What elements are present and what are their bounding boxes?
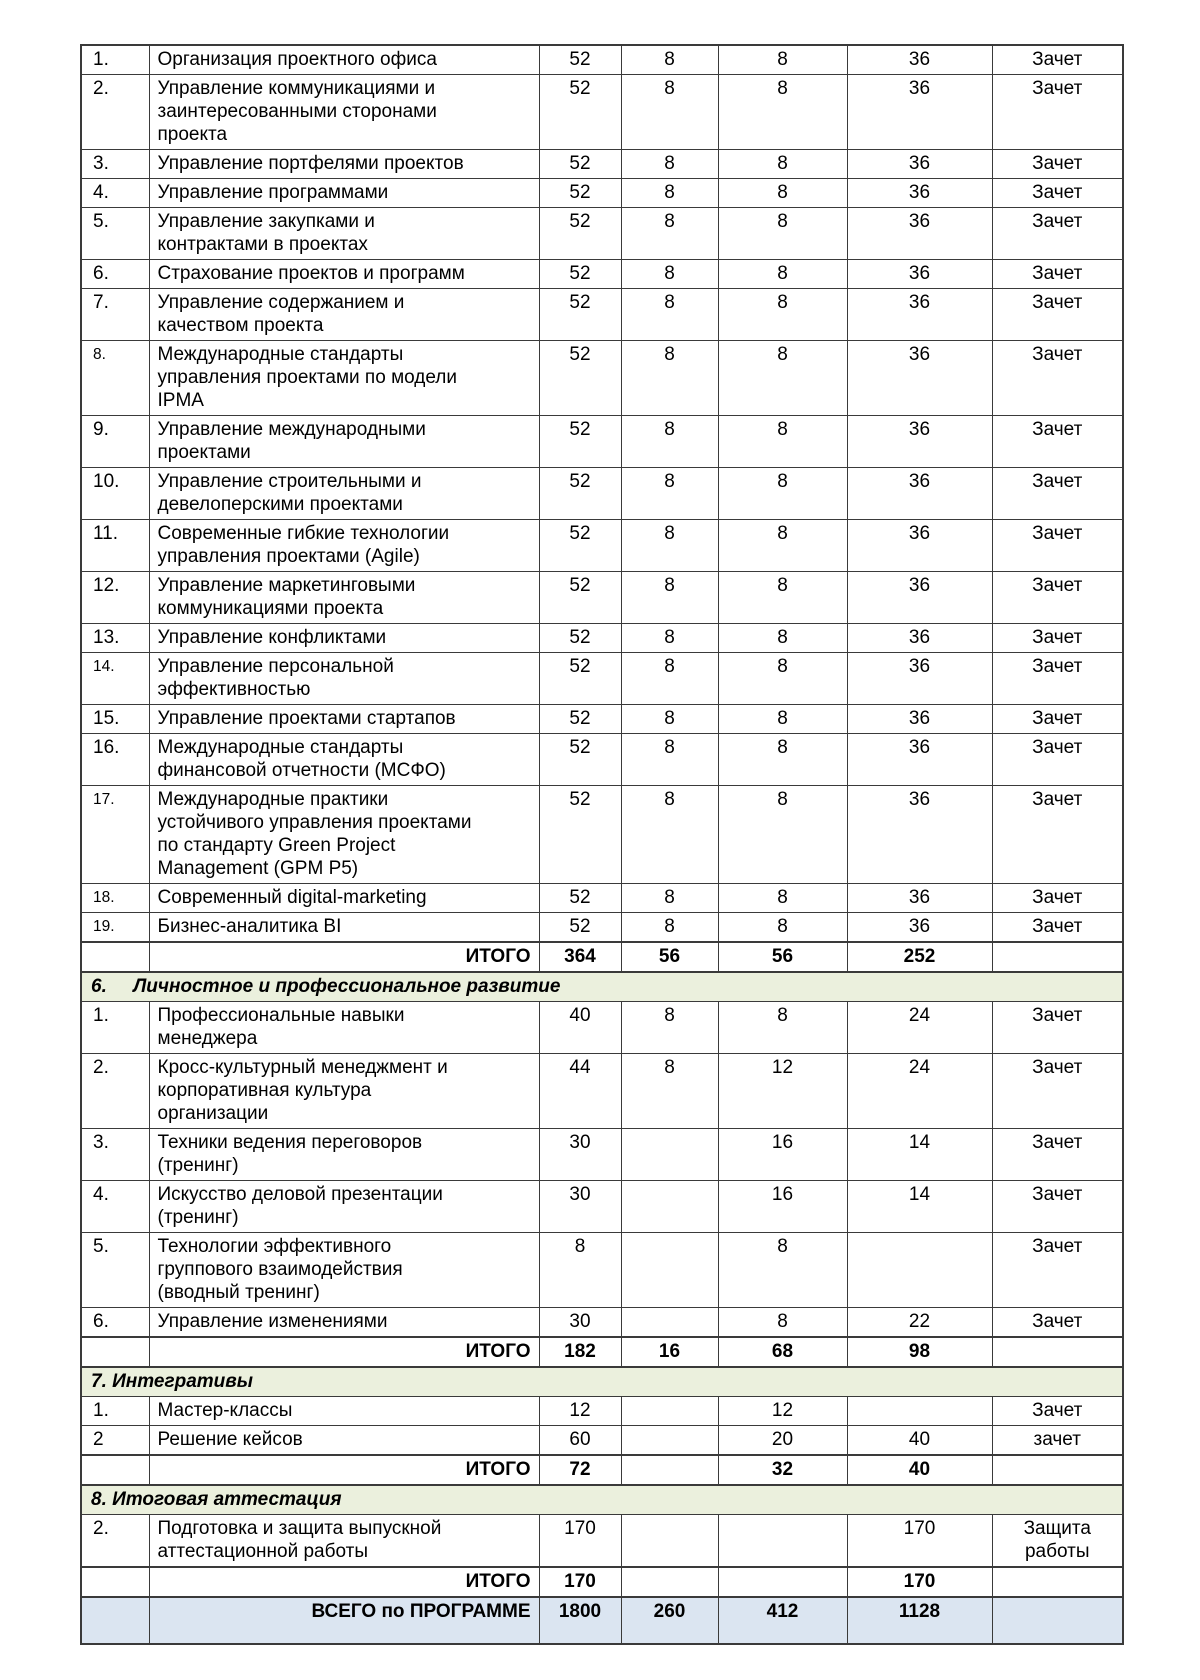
assessment-cell: Зачет xyxy=(992,468,1123,520)
total-hours-cell: 52 xyxy=(539,208,621,260)
course-name-cell: Технологии эффективного группового взаимодействия (вводный тренинг) xyxy=(149,1233,539,1308)
table-row xyxy=(81,734,1123,786)
table-row xyxy=(81,884,1123,913)
practice-cell: 8 xyxy=(718,705,847,734)
practice-cell: 8 xyxy=(718,913,847,943)
assessment-cell: Зачет xyxy=(992,653,1123,705)
course-name-cell: Управление изменениями xyxy=(149,1308,539,1338)
practice-cell: 16 xyxy=(718,1181,847,1233)
course-name-cell: Управление программами xyxy=(149,179,539,208)
totals-label-cell: ИТОГО xyxy=(149,1567,539,1597)
lectures-cell xyxy=(621,1455,718,1485)
row-number-cell xyxy=(81,1567,149,1597)
assessment-cell: Зачет xyxy=(992,289,1123,341)
total-hours-cell: 52 xyxy=(539,416,621,468)
row-number-cell xyxy=(81,1597,149,1644)
totals-label-cell: ИТОГО xyxy=(149,1337,539,1367)
table-row xyxy=(81,341,1123,416)
course-name-cell: Мастер-классы xyxy=(149,1397,539,1426)
table-row xyxy=(81,150,1123,179)
practice-cell: 12 xyxy=(718,1054,847,1129)
course-name-cell: Подготовка и защита выпускной аттестационной работы xyxy=(149,1515,539,1568)
totals-row xyxy=(81,1455,1123,1485)
total-hours-cell: 52 xyxy=(539,260,621,289)
total-hours-cell: 52 xyxy=(539,624,621,653)
row-number-cell: 18. xyxy=(81,884,149,913)
assessment-cell: Защита работы xyxy=(992,1515,1123,1568)
total-hours-cell: 52 xyxy=(539,884,621,913)
self-study-cell: 36 xyxy=(847,341,992,416)
table-row xyxy=(81,208,1123,260)
total-hours-cell: 182 xyxy=(539,1337,621,1367)
lectures-cell: 8 xyxy=(621,150,718,179)
self-study-cell: 40 xyxy=(847,1455,992,1485)
section-header-row xyxy=(81,1485,1123,1515)
assessment-cell: Зачет xyxy=(992,416,1123,468)
course-name-cell: Техники ведения переговоров (тренинг) xyxy=(149,1129,539,1181)
course-name-cell: Современные гибкие технологии управления проектами (Agile) xyxy=(149,520,539,572)
practice-cell: 8 xyxy=(718,1002,847,1054)
self-study-cell: 252 xyxy=(847,942,992,972)
lectures-cell: 8 xyxy=(621,208,718,260)
assessment-cell: Зачет xyxy=(992,520,1123,572)
row-number-cell: 2. xyxy=(81,1054,149,1129)
total-hours-cell: 72 xyxy=(539,1455,621,1485)
row-number-cell: 14. xyxy=(81,653,149,705)
practice-cell: 8 xyxy=(718,653,847,705)
practice-cell: 8 xyxy=(718,75,847,150)
lectures-cell: 8 xyxy=(621,1002,718,1054)
practice-cell: 8 xyxy=(718,150,847,179)
course-name-cell: Управление коммуникациями и заинтересованными сторонами проекта xyxy=(149,75,539,150)
self-study-cell: 24 xyxy=(847,1054,992,1129)
self-study-cell: 36 xyxy=(847,572,992,624)
lectures-cell xyxy=(621,1515,718,1568)
row-number-cell: 17. xyxy=(81,786,149,884)
assessment-cell: зачет xyxy=(992,1426,1123,1456)
grand-total-row xyxy=(81,1597,1123,1644)
course-name-cell: Управление маркетинговыми коммуникациями проекта xyxy=(149,572,539,624)
assessment-cell: Зачет xyxy=(992,179,1123,208)
practice-cell: 8 xyxy=(718,734,847,786)
table-row xyxy=(81,45,1123,75)
table-row xyxy=(81,624,1123,653)
totals-row xyxy=(81,1567,1123,1597)
table-row xyxy=(81,913,1123,943)
section-header-title: 7. Интегративы xyxy=(81,1367,1123,1397)
row-number-cell: 8. xyxy=(81,341,149,416)
self-study-cell: 36 xyxy=(847,289,992,341)
row-number-cell: 15. xyxy=(81,705,149,734)
row-number-cell: 5. xyxy=(81,1233,149,1308)
assessment-cell: Зачет xyxy=(992,1308,1123,1338)
assessment-cell: Зачет xyxy=(992,1054,1123,1129)
table-row xyxy=(81,1129,1123,1181)
row-number-cell: 4. xyxy=(81,1181,149,1233)
lectures-cell: 8 xyxy=(621,260,718,289)
self-study-cell: 36 xyxy=(847,624,992,653)
self-study-cell: 36 xyxy=(847,520,992,572)
lectures-cell: 8 xyxy=(621,653,718,705)
total-hours-cell: 8 xyxy=(539,1233,621,1308)
assessment-cell: Зачет xyxy=(992,1233,1123,1308)
total-hours-cell: 30 xyxy=(539,1181,621,1233)
total-hours-cell: 364 xyxy=(539,942,621,972)
total-hours-cell: 52 xyxy=(539,341,621,416)
total-hours-cell: 30 xyxy=(539,1308,621,1338)
lectures-cell: 8 xyxy=(621,341,718,416)
lectures-cell xyxy=(621,1181,718,1233)
total-hours-cell: 52 xyxy=(539,653,621,705)
row-number-cell: 2. xyxy=(81,1515,149,1568)
table-row xyxy=(81,786,1123,884)
lectures-cell: 8 xyxy=(621,884,718,913)
lectures-cell: 8 xyxy=(621,45,718,75)
row-number-cell: 6. xyxy=(81,1308,149,1338)
practice-cell: 8 xyxy=(718,572,847,624)
total-hours-cell: 30 xyxy=(539,1129,621,1181)
lectures-cell xyxy=(621,1308,718,1338)
row-number-cell xyxy=(81,1337,149,1367)
practice-cell: 8 xyxy=(718,1308,847,1338)
section-header-title: 6. Личностное и профессиональное развитие xyxy=(81,972,1123,1002)
total-hours-cell: 44 xyxy=(539,1054,621,1129)
practice-cell: 8 xyxy=(718,260,847,289)
self-study-cell: 36 xyxy=(847,653,992,705)
course-name-cell: Управление закупками и контрактами в проектах xyxy=(149,208,539,260)
practice-cell: 8 xyxy=(718,624,847,653)
self-study-cell xyxy=(847,1233,992,1308)
practice-cell: 56 xyxy=(718,942,847,972)
totals-row xyxy=(81,942,1123,972)
section-header-title: 8. Итоговая аттестация xyxy=(81,1485,1123,1515)
self-study-cell: 1128 xyxy=(847,1597,992,1644)
course-name-cell: Страхование проектов и программ xyxy=(149,260,539,289)
row-number-cell: 2. xyxy=(81,75,149,150)
practice-cell: 32 xyxy=(718,1455,847,1485)
total-hours-cell: 52 xyxy=(539,150,621,179)
practice-cell: 20 xyxy=(718,1426,847,1456)
course-name-cell: Искусство деловой презентации (тренинг) xyxy=(149,1181,539,1233)
table-row xyxy=(81,260,1123,289)
lectures-cell: 8 xyxy=(621,75,718,150)
table-row xyxy=(81,520,1123,572)
assessment-cell: Зачет xyxy=(992,45,1123,75)
curriculum-table xyxy=(80,44,1124,1645)
total-hours-cell: 52 xyxy=(539,75,621,150)
row-number-cell: 12. xyxy=(81,572,149,624)
totals-label-cell: ИТОГО xyxy=(149,1455,539,1485)
total-hours-cell: 52 xyxy=(539,520,621,572)
table-row xyxy=(81,1054,1123,1129)
assessment-cell: Зачет xyxy=(992,341,1123,416)
assessment-cell: Зачет xyxy=(992,1181,1123,1233)
self-study-cell: 36 xyxy=(847,734,992,786)
row-number-cell: 1. xyxy=(81,1002,149,1054)
total-hours-cell: 12 xyxy=(539,1397,621,1426)
total-hours-cell: 60 xyxy=(539,1426,621,1456)
total-hours-cell: 52 xyxy=(539,179,621,208)
practice-cell: 8 xyxy=(718,208,847,260)
practice-cell: 8 xyxy=(718,1233,847,1308)
course-name-cell: Управление строительными и девелоперскими проектами xyxy=(149,468,539,520)
self-study-cell: 36 xyxy=(847,260,992,289)
course-name-cell: Кросс-культурный менеджмент и корпоративная культура организации xyxy=(149,1054,539,1129)
row-number-cell: 5. xyxy=(81,208,149,260)
assessment-cell: Зачет xyxy=(992,913,1123,943)
table-row xyxy=(81,289,1123,341)
curriculum-table-body xyxy=(81,45,1123,1644)
course-name-cell: Организация проектного офиса xyxy=(149,45,539,75)
practice-cell: 412 xyxy=(718,1597,847,1644)
self-study-cell: 98 xyxy=(847,1337,992,1367)
lectures-cell: 8 xyxy=(621,734,718,786)
lectures-cell: 8 xyxy=(621,624,718,653)
course-name-cell: Международные стандарты финансовой отчетности (МСФО) xyxy=(149,734,539,786)
course-name-cell: Международные стандарты управления проектами по модели IPMA xyxy=(149,341,539,416)
lectures-cell: 8 xyxy=(621,913,718,943)
self-study-cell: 14 xyxy=(847,1129,992,1181)
table-row xyxy=(81,1181,1123,1233)
course-name-cell: Управление проектами стартапов xyxy=(149,705,539,734)
lectures-cell: 8 xyxy=(621,1054,718,1129)
practice-cell: 8 xyxy=(718,468,847,520)
practice-cell: 12 xyxy=(718,1397,847,1426)
assessment-cell: Зачет xyxy=(992,624,1123,653)
assessment-cell: Зачет xyxy=(992,1397,1123,1426)
table-row xyxy=(81,1515,1123,1568)
row-number-cell xyxy=(81,1455,149,1485)
table-row xyxy=(81,572,1123,624)
course-name-cell: Управление портфелями проектов xyxy=(149,150,539,179)
self-study-cell: 36 xyxy=(847,150,992,179)
self-study-cell: 40 xyxy=(847,1426,992,1456)
totals-row xyxy=(81,1337,1123,1367)
assessment-cell: Зачет xyxy=(992,1002,1123,1054)
lectures-cell: 260 xyxy=(621,1597,718,1644)
assessment-cell: Зачет xyxy=(992,150,1123,179)
course-name-cell: Управление персональной эффективностью xyxy=(149,653,539,705)
self-study-cell: 36 xyxy=(847,179,992,208)
assessment-cell: Зачет xyxy=(992,260,1123,289)
row-number-cell: 13. xyxy=(81,624,149,653)
assessment-cell: Зачет xyxy=(992,734,1123,786)
assessment-cell: Зачет xyxy=(992,705,1123,734)
table-row xyxy=(81,416,1123,468)
total-hours-cell: 52 xyxy=(539,289,621,341)
row-number-cell: 10. xyxy=(81,468,149,520)
lectures-cell: 8 xyxy=(621,416,718,468)
row-number-cell: 9. xyxy=(81,416,149,468)
assessment-cell: Зачет xyxy=(992,884,1123,913)
self-study-cell: 36 xyxy=(847,786,992,884)
lectures-cell: 16 xyxy=(621,1337,718,1367)
course-name-cell: Профессиональные навыки менеджера xyxy=(149,1002,539,1054)
table-row xyxy=(81,1308,1123,1338)
practice-cell xyxy=(718,1567,847,1597)
table-row xyxy=(81,1002,1123,1054)
self-study-cell: 36 xyxy=(847,75,992,150)
practice-cell: 8 xyxy=(718,786,847,884)
assessment-cell: Зачет xyxy=(992,572,1123,624)
self-study-cell: 36 xyxy=(847,416,992,468)
table-row xyxy=(81,1397,1123,1426)
practice-cell: 68 xyxy=(718,1337,847,1367)
lectures-cell: 8 xyxy=(621,520,718,572)
assessment-cell: Зачет xyxy=(992,208,1123,260)
lectures-cell: 8 xyxy=(621,786,718,884)
course-name-cell: Решение кейсов xyxy=(149,1426,539,1456)
row-number-cell: 4. xyxy=(81,179,149,208)
row-number-cell xyxy=(81,942,149,972)
total-hours-cell: 170 xyxy=(539,1515,621,1568)
self-study-cell xyxy=(847,1397,992,1426)
row-number-cell: 6. xyxy=(81,260,149,289)
row-number-cell: 7. xyxy=(81,289,149,341)
total-hours-cell: 40 xyxy=(539,1002,621,1054)
total-hours-cell: 52 xyxy=(539,468,621,520)
self-study-cell: 170 xyxy=(847,1567,992,1597)
self-study-cell: 36 xyxy=(847,208,992,260)
self-study-cell: 14 xyxy=(847,1181,992,1233)
total-hours-cell: 52 xyxy=(539,572,621,624)
self-study-cell: 36 xyxy=(847,913,992,943)
self-study-cell: 36 xyxy=(847,468,992,520)
lectures-cell xyxy=(621,1233,718,1308)
practice-cell: 8 xyxy=(718,416,847,468)
assessment-cell xyxy=(992,1337,1123,1367)
row-number-cell: 19. xyxy=(81,913,149,943)
table-row xyxy=(81,1426,1123,1456)
assessment-cell: Зачет xyxy=(992,1129,1123,1181)
lectures-cell: 8 xyxy=(621,289,718,341)
table-row xyxy=(81,75,1123,150)
self-study-cell: 22 xyxy=(847,1308,992,1338)
practice-cell: 8 xyxy=(718,884,847,913)
assessment-cell: Зачет xyxy=(992,786,1123,884)
course-name-cell: Бизнес-аналитика BI xyxy=(149,913,539,943)
assessment-cell xyxy=(992,1597,1123,1644)
row-number-cell: 11. xyxy=(81,520,149,572)
lectures-cell: 56 xyxy=(621,942,718,972)
row-number-cell: 2 xyxy=(81,1426,149,1456)
total-hours-cell: 52 xyxy=(539,705,621,734)
table-row xyxy=(81,653,1123,705)
practice-cell xyxy=(718,1515,847,1568)
practice-cell: 8 xyxy=(718,179,847,208)
practice-cell: 8 xyxy=(718,341,847,416)
total-hours-cell: 1800 xyxy=(539,1597,621,1644)
section-header-row xyxy=(81,1367,1123,1397)
row-number-cell: 16. xyxy=(81,734,149,786)
total-hours-cell: 52 xyxy=(539,913,621,943)
total-hours-cell: 52 xyxy=(539,45,621,75)
course-name-cell: Управление содержанием и качеством проекта xyxy=(149,289,539,341)
row-number-cell: 3. xyxy=(81,150,149,179)
assessment-cell xyxy=(992,1567,1123,1597)
self-study-cell: 24 xyxy=(847,1002,992,1054)
table-row xyxy=(81,1233,1123,1308)
course-name-cell: Современный digital-marketing xyxy=(149,884,539,913)
row-number-cell: 1. xyxy=(81,45,149,75)
practice-cell: 8 xyxy=(718,520,847,572)
lectures-cell: 8 xyxy=(621,179,718,208)
table-row xyxy=(81,705,1123,734)
total-hours-cell: 52 xyxy=(539,786,621,884)
table-row xyxy=(81,468,1123,520)
self-study-cell: 36 xyxy=(847,45,992,75)
practice-cell: 16 xyxy=(718,1129,847,1181)
lectures-cell xyxy=(621,1426,718,1456)
totals-label-cell: ИТОГО xyxy=(149,942,539,972)
course-name-cell: Управление международными проектами xyxy=(149,416,539,468)
lectures-cell: 8 xyxy=(621,572,718,624)
assessment-cell xyxy=(992,942,1123,972)
lectures-cell: 8 xyxy=(621,705,718,734)
section-header-row xyxy=(81,972,1123,1002)
lectures-cell xyxy=(621,1567,718,1597)
practice-cell: 8 xyxy=(718,45,847,75)
total-hours-cell: 170 xyxy=(539,1567,621,1597)
course-name-cell: Управление конфликтами xyxy=(149,624,539,653)
lectures-cell: 8 xyxy=(621,468,718,520)
row-number-cell: 1. xyxy=(81,1397,149,1426)
self-study-cell: 170 xyxy=(847,1515,992,1568)
row-number-cell: 3. xyxy=(81,1129,149,1181)
table-row xyxy=(81,179,1123,208)
practice-cell: 8 xyxy=(718,289,847,341)
assessment-cell xyxy=(992,1455,1123,1485)
self-study-cell: 36 xyxy=(847,884,992,913)
grand-total-label-cell: ВСЕГО по ПРОГРАММЕ xyxy=(149,1597,539,1644)
total-hours-cell: 52 xyxy=(539,734,621,786)
lectures-cell xyxy=(621,1397,718,1426)
self-study-cell: 36 xyxy=(847,705,992,734)
assessment-cell: Зачет xyxy=(992,75,1123,150)
course-name-cell: Международные практики устойчивого управления проектами по стандарту Green Project Management (GPM P5) xyxy=(149,786,539,884)
lectures-cell xyxy=(621,1129,718,1181)
